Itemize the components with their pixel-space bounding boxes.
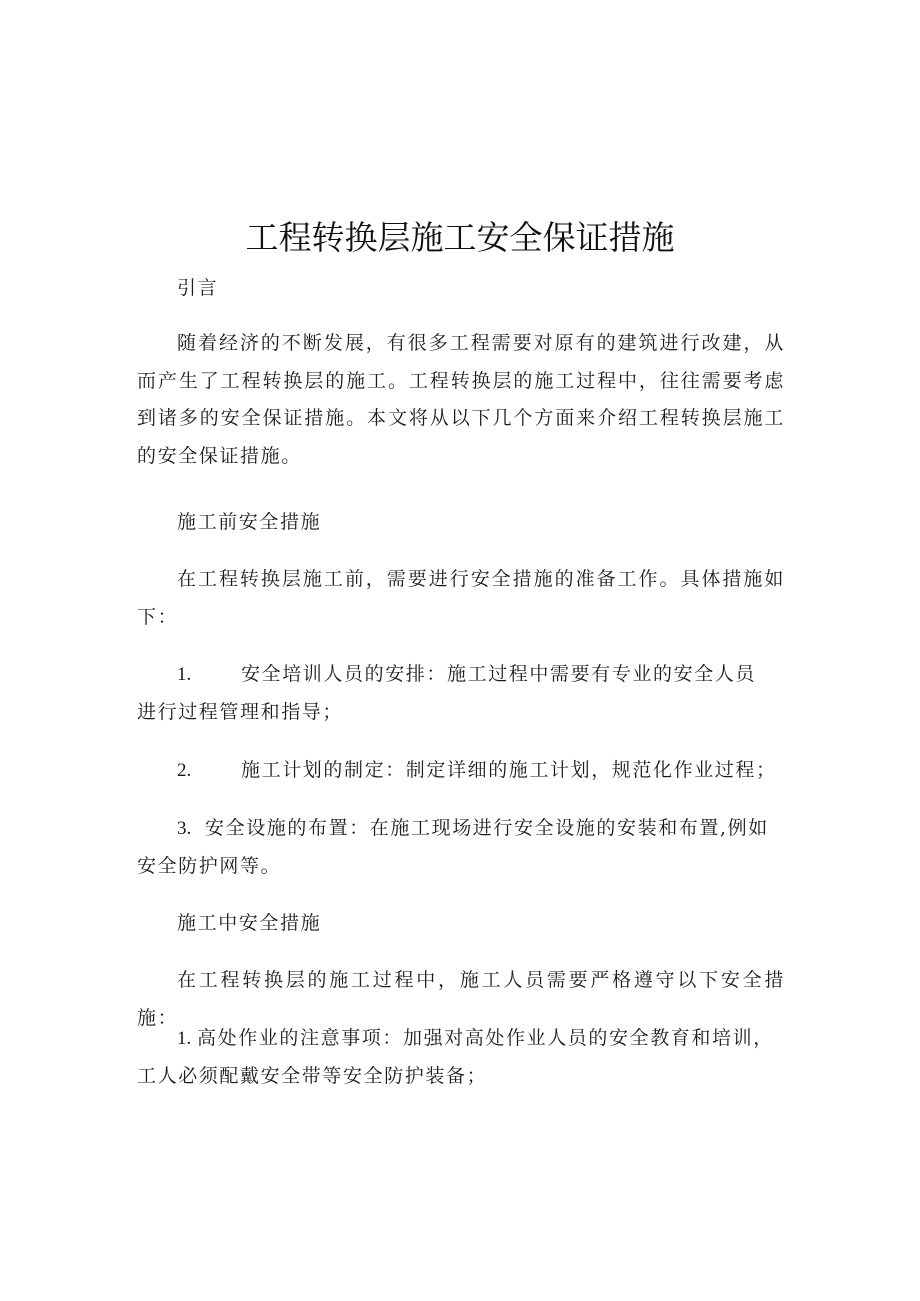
list-item-number: 2. (177, 760, 192, 781)
section2-paragraph: 在工程转换层的施工过程中，施工人员需要严格遵守以下安全措施： (137, 969, 785, 1029)
list-item (137, 752, 785, 790)
list-item (137, 810, 785, 885)
list-item-text: 安全培训人员的安排：施工过程中需要有专业的安全人员 (241, 663, 757, 685)
list-item-number: 3. (177, 818, 192, 839)
intro-heading: 引言 (177, 277, 219, 299)
section1-heading: 施工前安全措施 (177, 511, 322, 533)
list-item (137, 656, 785, 731)
list-item-text: 安全设施的布置：在施工现场进行安全设施的安装和布置,例如安全防护网等。 (137, 817, 769, 877)
list-item-number: 1. (177, 1028, 192, 1049)
document-title: 工程转换层施工安全保证措施 (245, 218, 675, 257)
list-item-number: 1. (177, 664, 192, 685)
section1-paragraph: 在工程转换层施工前，需要进行安全措施的准备工作。具体措施如下： (137, 568, 785, 628)
section2-heading: 施工中安全措施 (177, 912, 322, 934)
list-item-text-continued: 进行过程管理和指导； (137, 700, 344, 723)
intro-paragraph: 随着经济的不断发展，有很多工程需要对原有的建筑进行改建，从而产生了工程转换层的施工。工程转换层的施工过程中，往往需要考虑到诸多的安全保证措施。本文将从以下几个方面来介绍工程转换层施工的安全保证措施。 (137, 332, 785, 467)
list-item-text: 高处作业的注意事项：加强对高处作业人员的安全教育和培训，工人必须配戴安全带等安全防护装备； (137, 1027, 774, 1087)
list-item (137, 1020, 785, 1095)
list-item-text: 施工计划的制定：制定详细的施工计划，规范化作业过程； (241, 759, 777, 781)
